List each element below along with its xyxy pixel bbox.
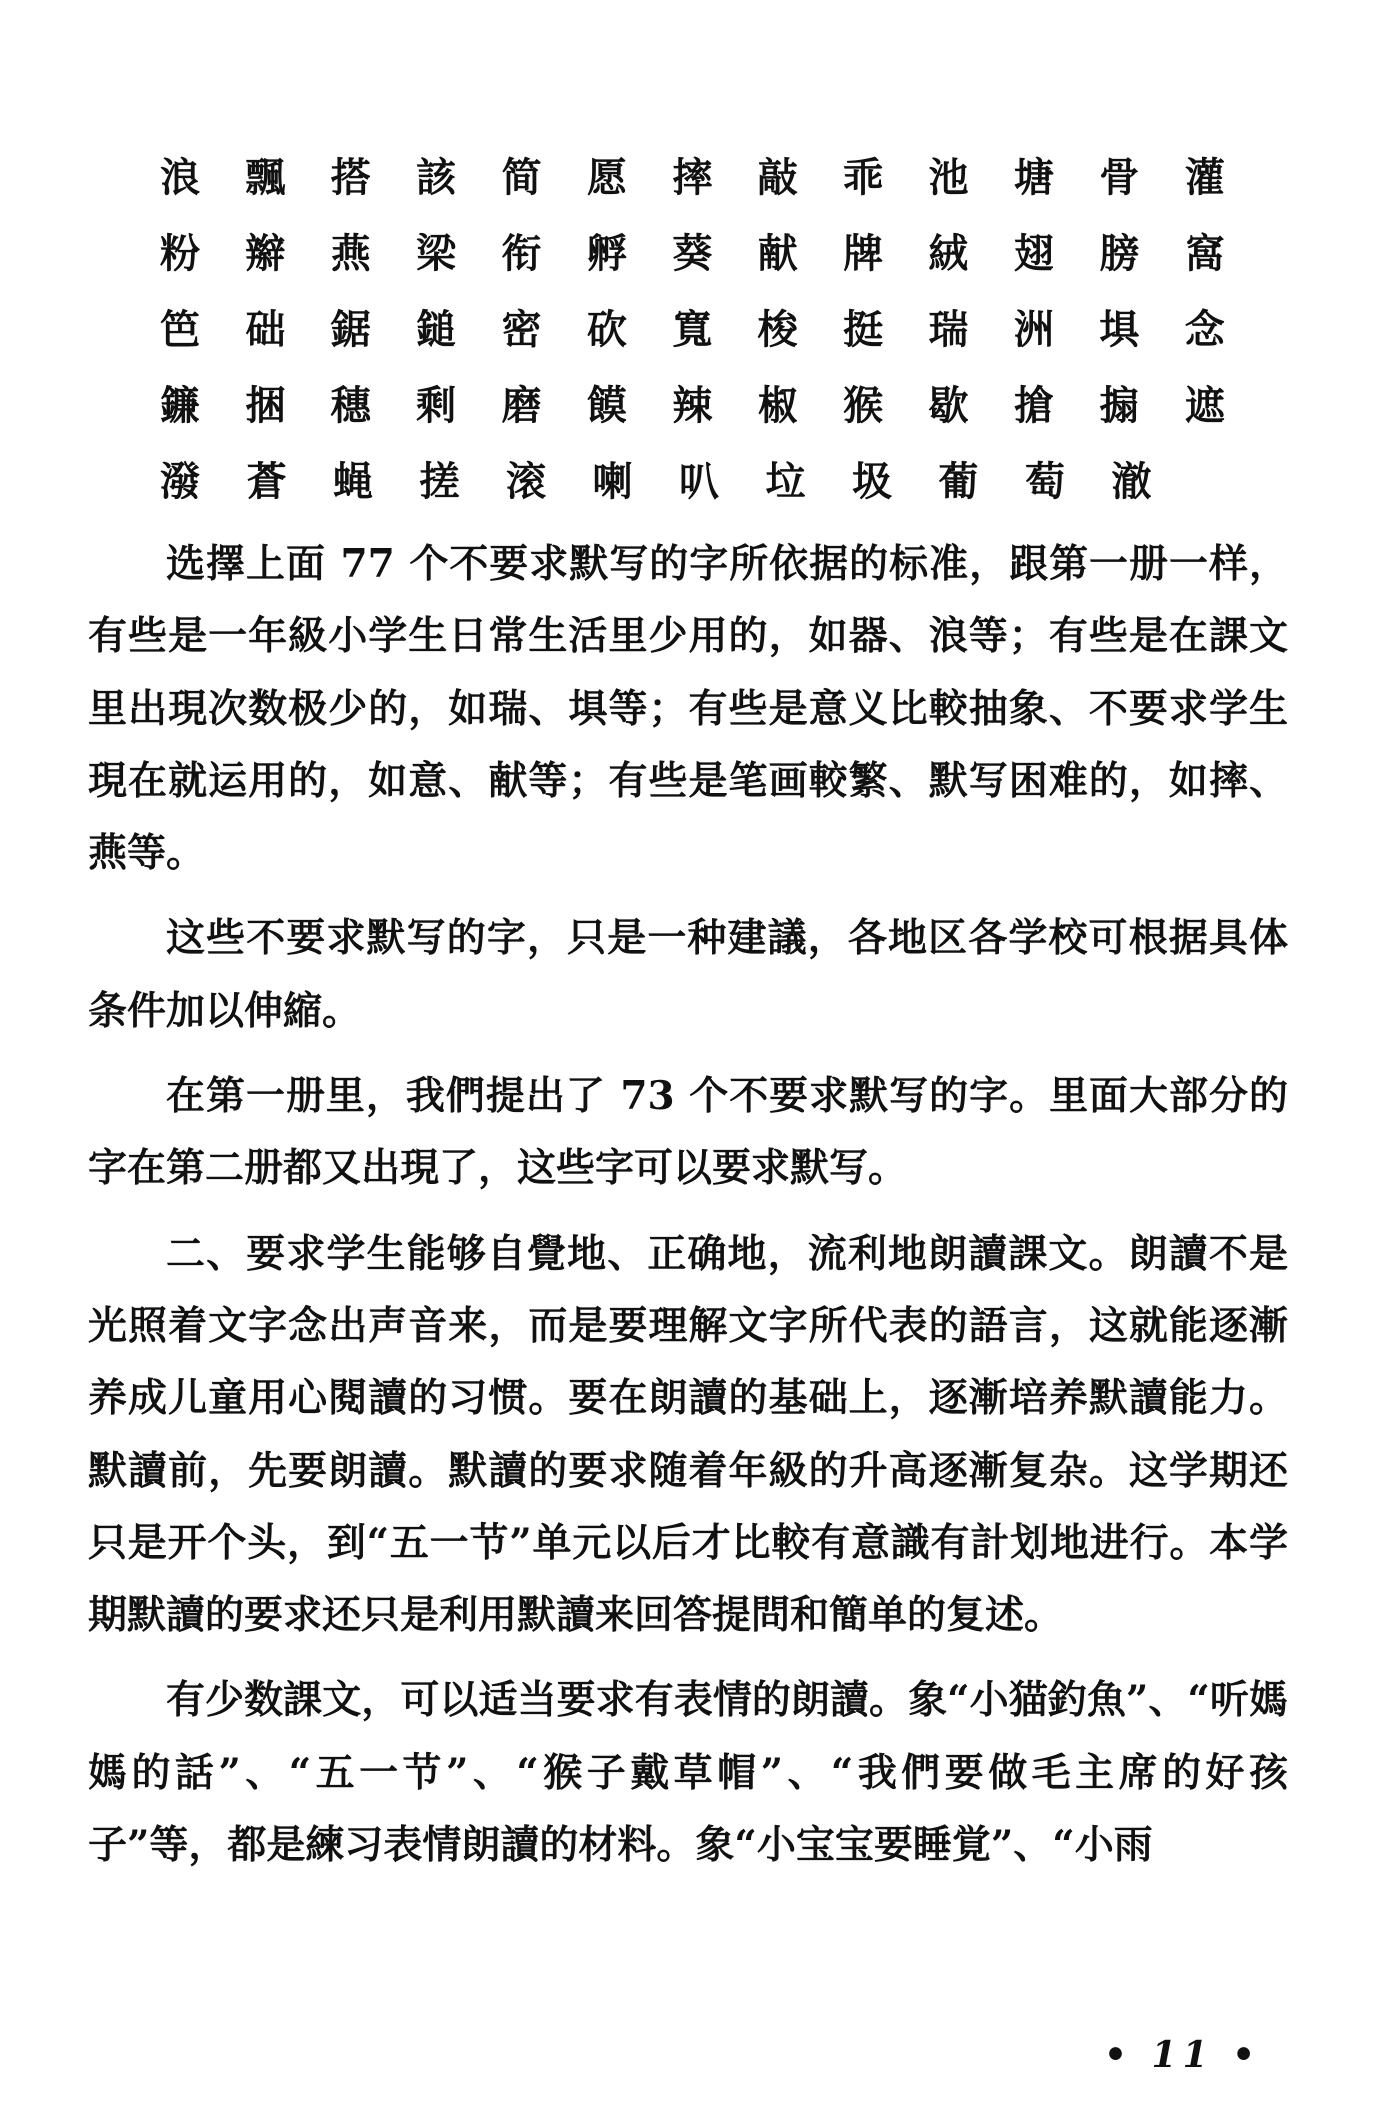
character: 埧 [1099,306,1140,353]
character: 蝇 [333,458,373,505]
character: 捆 [245,382,286,429]
character: 摔 [672,154,713,201]
character: 浪 [160,154,200,201]
character: 笆 [160,306,200,353]
character-row [160,292,1270,368]
character: 骨 [1099,154,1140,201]
character: 椒 [757,382,798,429]
body-text [88,528,1288,1894]
character: 窩 [1184,230,1225,277]
character: 梁 [416,230,457,277]
paragraph: 这些不要求默写的字，只是一种建議，各地区各学校可根据具体条件加以伸縮。 [88,915,1288,1034]
character: 础 [245,306,286,353]
character: 蒼 [246,458,287,505]
character: 鋸 [330,306,371,353]
character-row [160,216,1270,292]
character: 饃 [586,382,627,429]
character: 搓 [419,458,460,505]
character: 遮 [1184,382,1225,429]
character-row [160,444,1270,520]
character: 塘 [1013,154,1054,201]
character: 衔 [501,230,542,277]
character: 磨 [501,382,542,429]
character: 鐮 [160,382,200,429]
character: 辮 [245,230,286,277]
character: 献 [757,230,798,277]
character: 搭 [330,154,371,201]
character: 穗 [330,382,371,429]
character: 垃 [765,458,806,505]
character: 寬 [672,306,713,353]
page-number: • 11 • [1104,2034,1262,2076]
character: 剩 [416,382,457,429]
character: 搧 [1099,382,1140,429]
character: 洲 [1013,306,1054,353]
character: 瑞 [928,306,969,353]
character: 池 [928,154,969,201]
character: 圾 [852,458,892,505]
character: 鎚 [416,306,457,353]
character: 萄 [1025,458,1065,505]
character: 飄 [245,154,286,201]
character: 澈 [1111,458,1152,505]
character: 砍 [586,306,627,353]
character: 潑 [160,458,200,505]
character: 粉 [160,230,200,277]
character: 牌 [843,230,884,277]
character: 滚 [506,458,546,505]
character: 梭 [757,306,798,353]
character-row [160,140,1270,216]
character: 翅 [1013,230,1054,277]
character: 敲 [757,154,798,201]
character-row [160,368,1270,444]
character: 膀 [1099,230,1140,277]
paragraph: 二、要求学生能够自覺地、正确地，流利地朗讀課文。朗讀不是光照着文字念出声音来，而是要理解文字所代表的語言，这就能逐漸养成儿童用心閱讀的习惯。要在朗讀的基础上，逐漸培养默讀能力。默讀前，先要朗讀。默讀的要求随着年級的升高逐漸复杂。这学期还只是开个头，到“五一节”单元以后才比較有意識有計划地进行。本学期默讀的要求还只是利用默讀来回答提問和簡单的复述。 [88,1230,1288,1639]
character: 挺 [843,306,884,353]
character: 灌 [1184,154,1225,201]
character: 搶 [1013,382,1054,429]
character: 孵 [586,230,627,277]
character: 葡 [938,458,979,505]
character: 乖 [843,154,884,201]
character: 辣 [672,382,713,429]
character: 叭 [679,458,719,505]
character: 念 [1184,306,1225,353]
character: 燕 [330,230,371,277]
character-list [160,140,1270,520]
character: 歇 [928,382,969,429]
character: 简 [501,154,542,201]
character: 葵 [672,230,713,277]
paragraph: 在第一册里，我們提出了 73 个不要求默写的字。里面大部分的字在第二册都又出現了，这些字可以要求默写。 [88,1073,1288,1192]
character: 猴 [843,382,884,429]
character: 喇 [592,458,633,505]
character: 密 [501,306,542,353]
character: 愿 [586,154,627,201]
character: 絨 [928,230,969,277]
paragraph: 选擇上面 77 个不要求默写的字所依据的标准，跟第一册一样，有些是一年級小学生日常生活里少用的，如器、浪等；有些是在課文里出現次数极少的，如瑞、埧等；有些是意义比較抽象、不要求学生現在就运用的，如意、献等；有些是笔画較繁、默写困难的，如摔、燕等。 [88,541,1288,877]
character: 該 [416,154,457,201]
paragraph: 有少数課文，可以适当要求有表情的朗讀。象“小猫釣魚”、“听媽媽的話”、“五一节”、“猴子戴草帽”、“我們要做毛主席的好孩子”等，都是練习表情朗讀的材料。象“小宝宝要睡覚”、“小雨 [88,1677,1288,1869]
